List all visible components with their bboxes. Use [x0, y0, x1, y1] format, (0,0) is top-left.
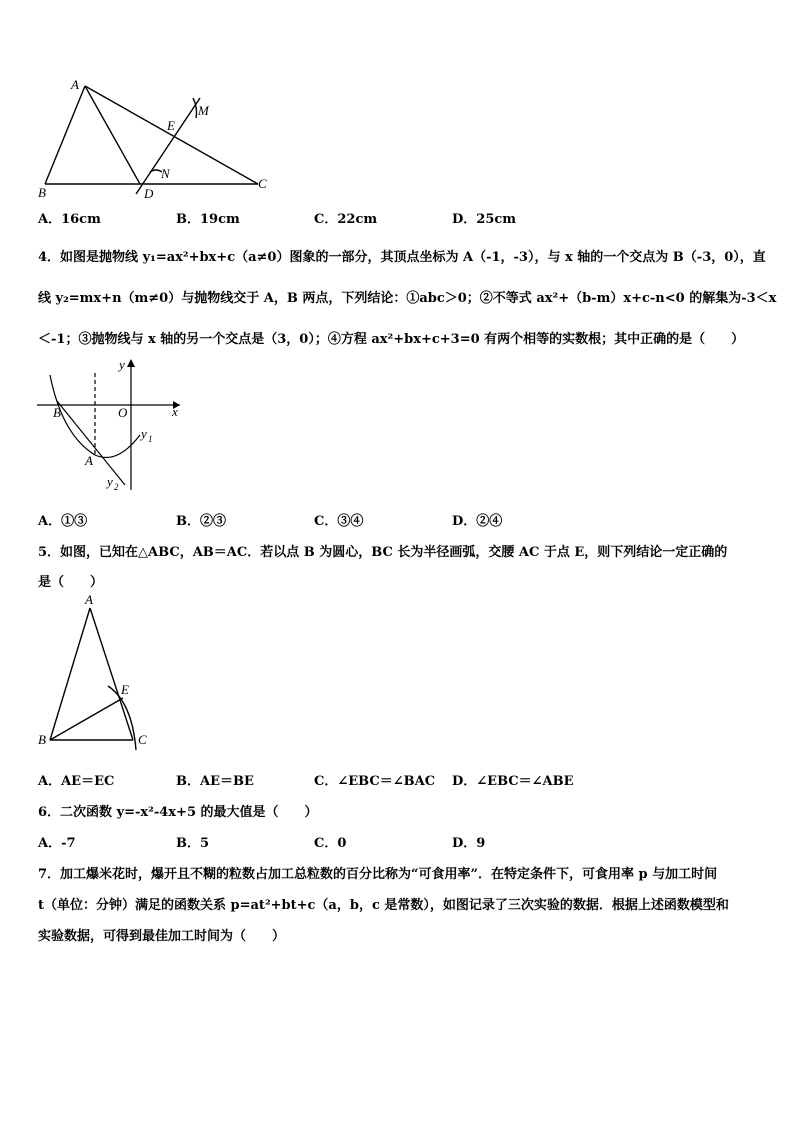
q4-option-b: B．②③: [176, 514, 226, 529]
q3-option-c: C．22cm: [314, 212, 378, 227]
q5-option-d: D．∠EBC＝∠ABE: [452, 774, 574, 789]
q3-label-n: N: [161, 166, 170, 181]
q4-line-2: 线 y₂=mx+n（m≠0）与抛物线交于 A，B 两点，下列结论：①abc＞0；②不等式 ax²+（b-m）x+c-n<0 的解集为-3＜x: [38, 291, 777, 306]
q3-label-d: D: [144, 186, 154, 201]
q3-label-m: M: [198, 103, 209, 118]
q5-option-a: A．AE＝EC: [38, 774, 115, 789]
q5-line-1: 5．如图，已知在△ABC，AB＝AC．若以点 B 为圆心，BC 长为半径画弧，交腰 AC 于点 E，则下列结论一定正确的: [38, 545, 728, 560]
q6-line-1: 6．二次函数 y=-x²-4x+5 的最大值是（ ）: [38, 805, 318, 820]
q3-label-b: B: [38, 185, 46, 200]
q7-line-3: 实验数据，可得到最佳加工时间为（ ）: [38, 929, 286, 944]
q4-label-x: x: [172, 404, 178, 419]
q4-line-3: ＜-1；③抛物线与 x 轴的另一个交点是（3，0）；④方程 ax²+bx+c+3=0 有两个相等的实数根；其中正确的是（ ）: [38, 332, 745, 347]
q6-option-c: C．0: [314, 836, 347, 851]
q3-label-c: C: [258, 176, 267, 191]
q5-label-b: B: [38, 732, 46, 747]
q7-line-2: t（单位：分钟）满足的函数关系 p=at²+bt+c（a，b，c 是常数），如图记录了三次实验的数据．根据上述函数模型和: [38, 898, 729, 913]
q6-option-d: D．9: [452, 836, 486, 851]
q4-label-y1: y: [141, 426, 147, 441]
q3-option-d: D．25cm: [452, 212, 517, 227]
q3-label-a: A: [71, 77, 79, 92]
q4-option-c: C．③④: [314, 514, 364, 529]
q5-option-b: B．AE＝BE: [176, 774, 254, 789]
q5-label-a: A: [85, 592, 93, 607]
q4-label-b: B: [53, 405, 61, 420]
q3-label-e: E: [167, 118, 175, 133]
q5-option-c: C．∠EBC＝∠BAC: [314, 774, 436, 789]
q4-label-y: y: [119, 357, 125, 372]
q6-option-a: A．-7: [38, 836, 76, 851]
q4-option-a: A．①③: [38, 514, 88, 529]
q4-figure: [35, 355, 185, 498]
q4-option-d: D．②④: [452, 514, 503, 529]
q4-label-y2: y: [107, 474, 113, 489]
q4-line-1: 4．如图是抛物线 y₁=ax²+bx+c（a≠0）图象的一部分，其顶点坐标为 A（-1，-3），与 x 轴的一个交点为 B（-3，0），直: [38, 250, 766, 265]
q4-label-a: A: [85, 453, 93, 468]
q5-line-2: 是（ ）: [38, 575, 104, 590]
q5-label-c: C: [138, 732, 147, 747]
q3-figure: [30, 70, 280, 205]
q4-label-y2-sub: 2: [114, 482, 119, 492]
q5-figure: [30, 590, 160, 760]
q4-label-o: O: [118, 405, 128, 420]
q3-option-a: A．16cm: [38, 212, 101, 227]
q7-line-1: 7．加工爆米花时，爆开且不糊的粒数占加工总粒数的百分比称为“可食用率”．在特定条件下，可食用率 p 与加工时间: [38, 867, 718, 882]
q6-option-b: B．5: [176, 836, 210, 851]
q4-label-y1-sub: 1: [148, 434, 153, 444]
q3-option-b: B．19cm: [176, 212, 240, 227]
q5-label-e: E: [121, 682, 129, 697]
